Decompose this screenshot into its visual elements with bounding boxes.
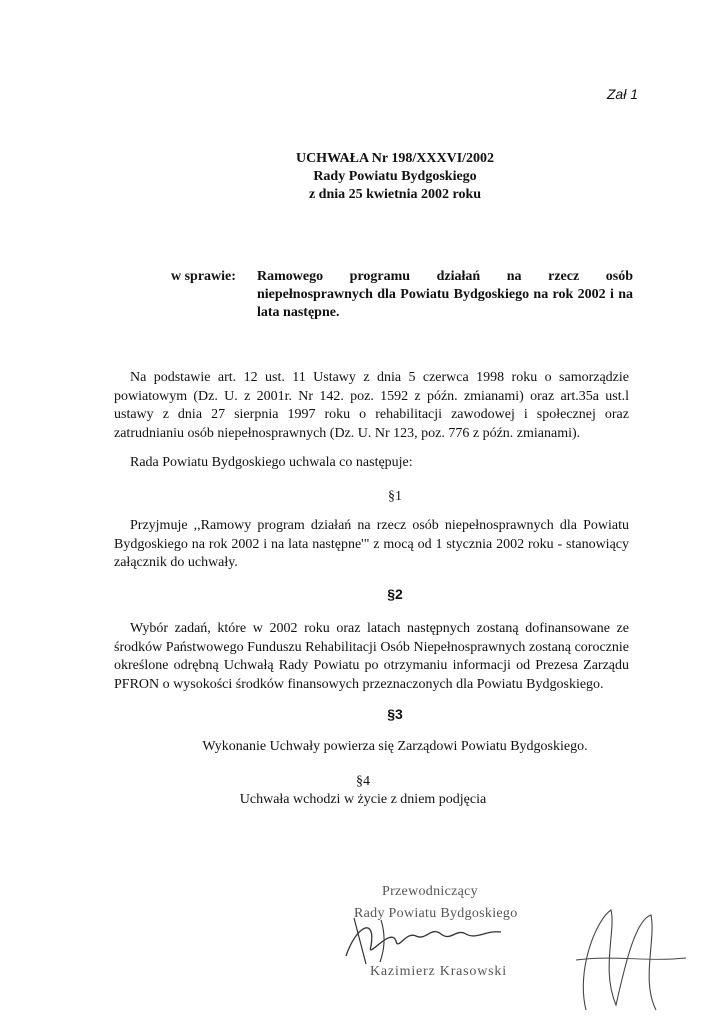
section-4-mark: §4 (356, 774, 370, 789)
section-2-text: Wybór zadań, które w 2002 roku oraz latach następnych zostaną dofinansowane ze środków Państwowego Funduszu Rehabilitacji Osób Niepełnosprawnych zostaną corocznie określone odrębną Uchwałą Rady Powiatu po otrzymaniu informacji od Prezesa Zarządu PFRON o wysokości środków finansowych przeznaczonych dla Powiatu Bydgoskiego. (114, 621, 629, 692)
resolution-header (0, 150, 724, 204)
preamble-paragraph: Na podstawie art. 12 ust. 11 Ustawy z dnia 5 czerwca 1998 roku o samorządzie powiatowym (Dz. U. z 2001r. Nr 142. poz. 1592 z późn. zmianami) oraz art.35a ust.l ustawy z dnia 27 sierpnia 1997 roku o rehabilitacji zawodowej i społecznej oraz zatrudnianiu osób niepełnosprawnych (Dz. U. Nr 123, poz. 776 z późn. zmianami). (114, 370, 629, 441)
legal-counsel-stamp (556, 900, 706, 1015)
section-1-mark: §1 (388, 489, 402, 504)
section-4-text: Uchwała wchodzi w życie z dniem podjęcia (239, 792, 487, 807)
section-2-mark: §2 (387, 586, 403, 602)
resolution-number: UCHWAŁA Nr 198/XXXVI/2002 (295, 151, 495, 166)
section-1-text: Przyjmuje ,,Ramowy program działań na rzecz osób niepełnosprawnych dla Powiatu Bydgoskiego na rok 2002 i na lata następne'" z mocą od 1 stycznia 2002 roku - stanowiący załącznik do uchwały. (114, 518, 629, 570)
subject-text: Ramowego programu działań na rzecz osób niepełnosprawnych dla Powiatu Bydgoskiego na rok 2002 i na lata następne. (257, 269, 633, 320)
signatory-council: Rady Powiatu Bydgoskiego (354, 906, 518, 921)
subject-label: w sprawie: (171, 269, 236, 284)
attachment-label: Zał 1 (606, 86, 638, 102)
resolution-date: z dnia 25 kwietnia 2002 roku (308, 187, 482, 202)
resolution-council: Rady Powiatu Bydgoskiego (313, 169, 477, 184)
section-3-mark: §3 (387, 706, 403, 722)
handwritten-signature (336, 906, 526, 966)
section-3-text: Wykonanie Uchwały powierza się Zarządowi Powiatu Bydgoskiego. (202, 739, 588, 754)
signatory-title: Przewodniczący (382, 884, 478, 899)
signatory-name: Kazimierz Krasowski (370, 964, 507, 979)
resolves-paragraph: Rada Powiatu Bydgoskiego uchwala co następuje: (130, 455, 413, 470)
